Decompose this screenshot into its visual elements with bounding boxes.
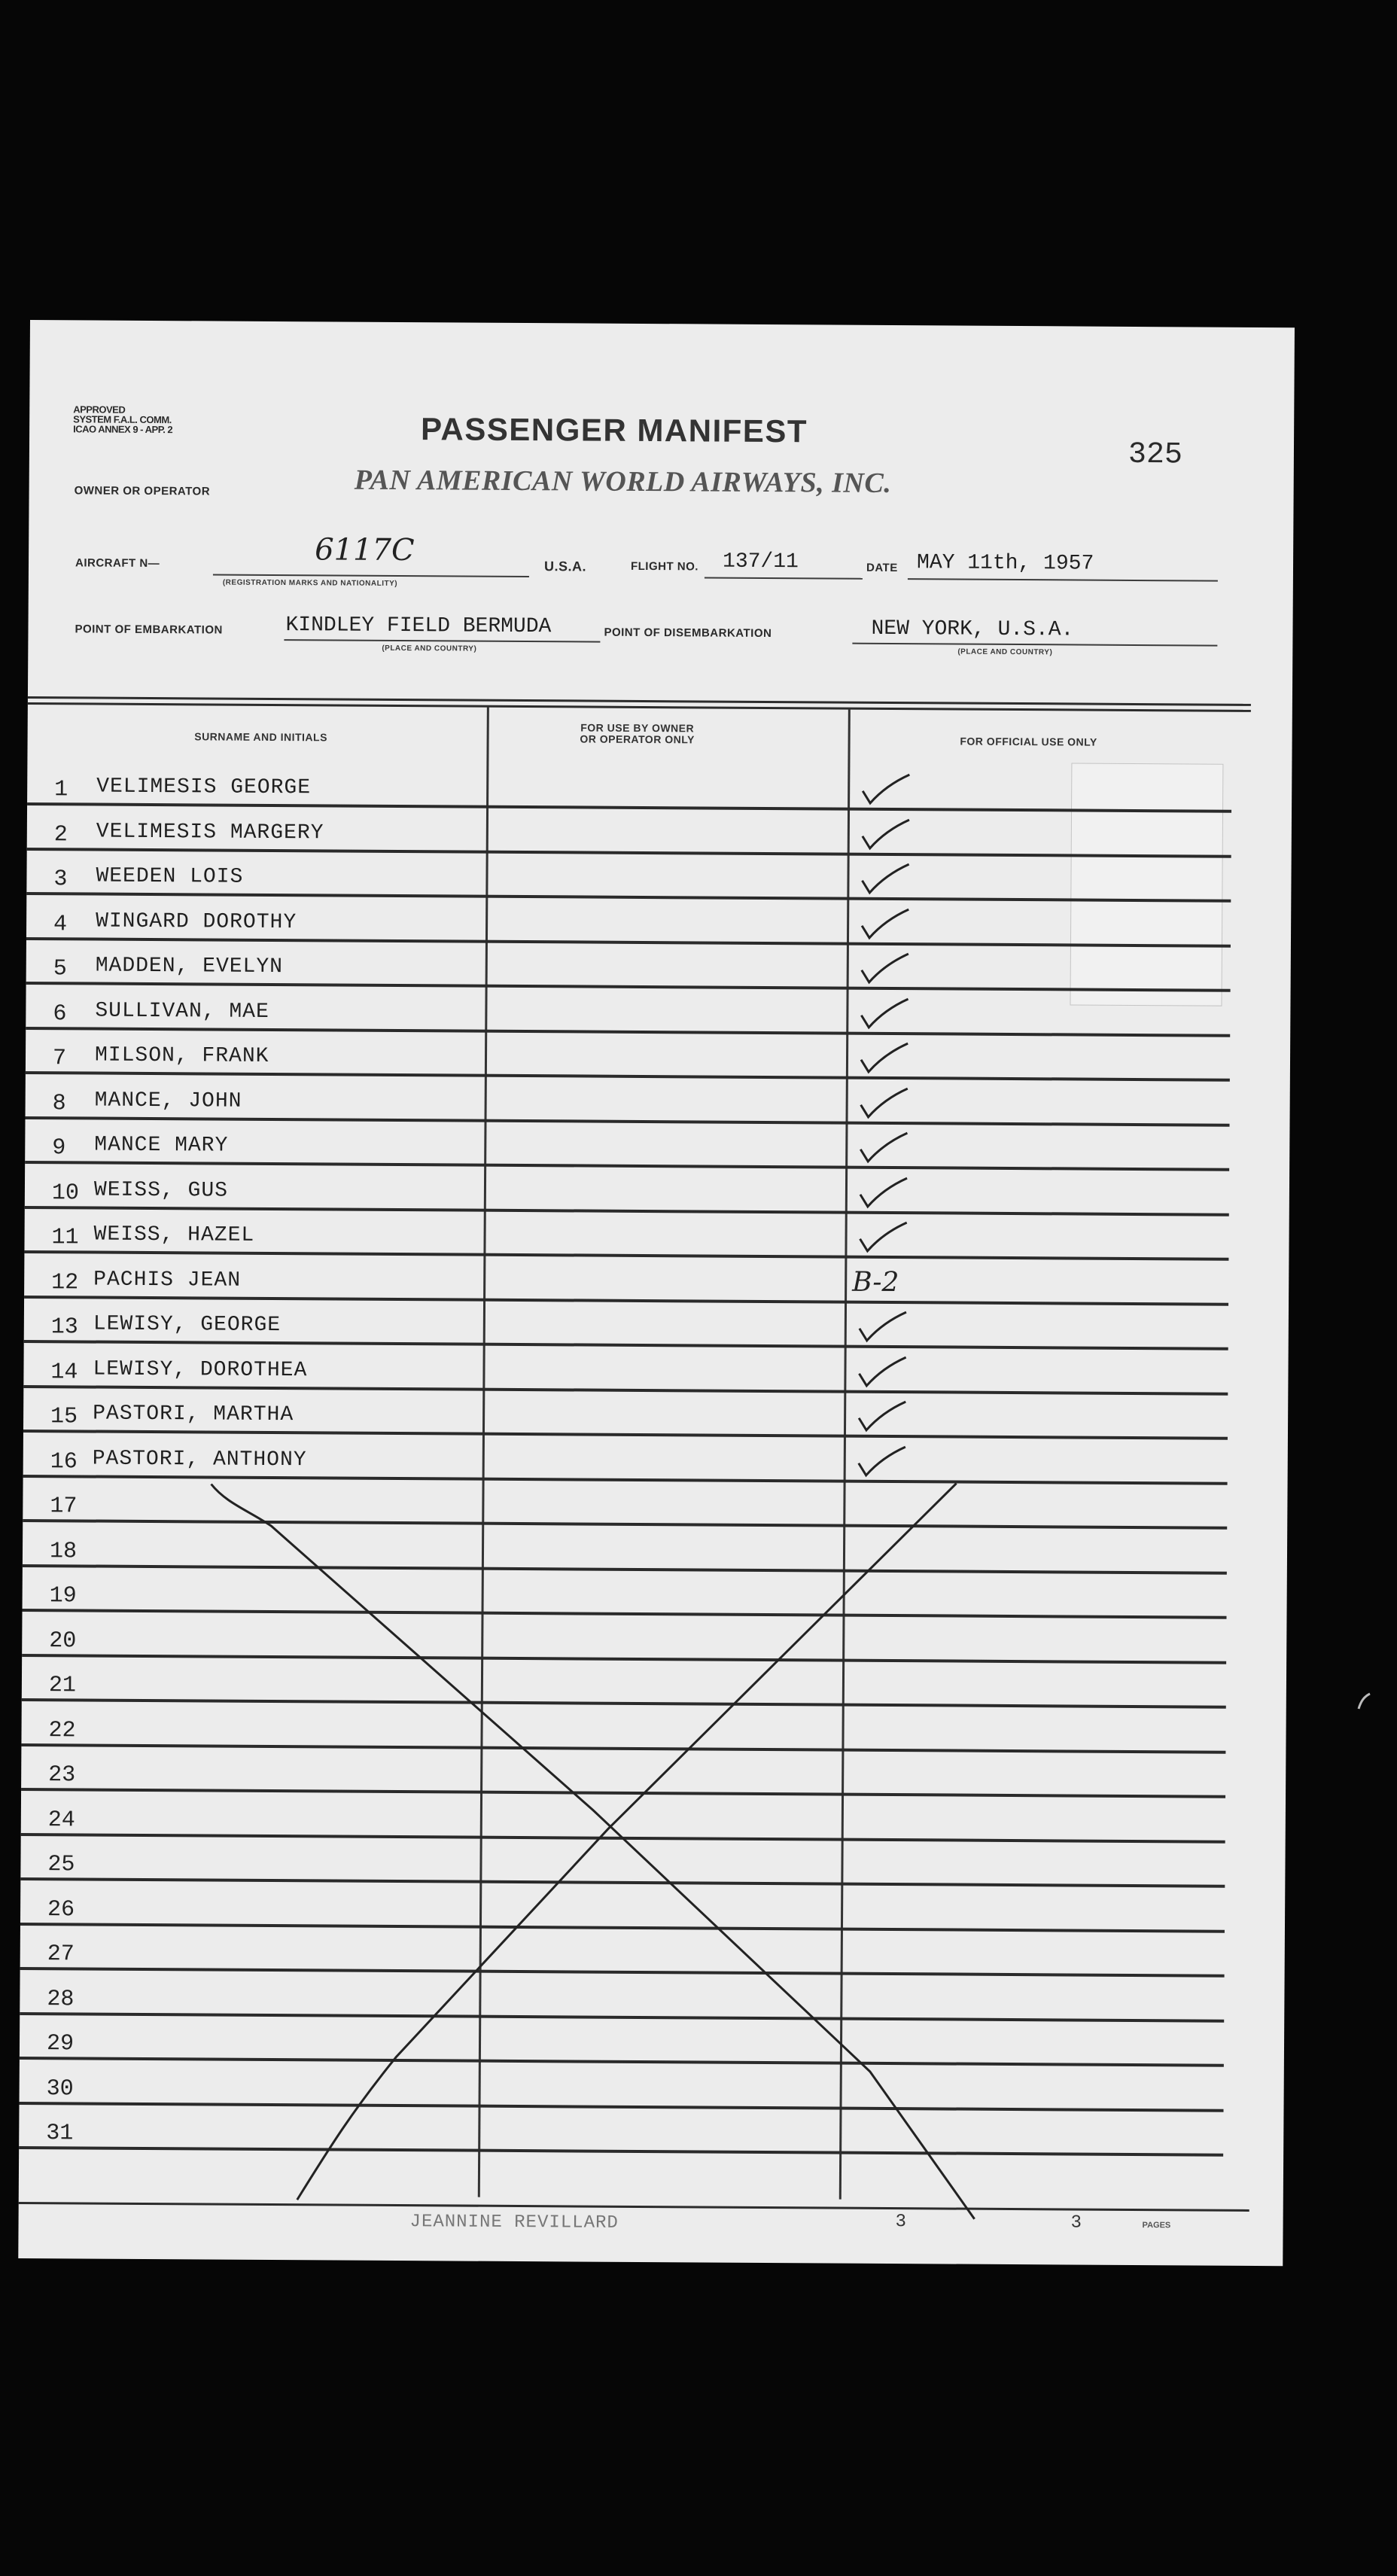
row-number: 9 bbox=[52, 1135, 66, 1162]
row-number: 1 bbox=[54, 777, 68, 803]
row-number: 21 bbox=[48, 1673, 77, 1699]
table-row bbox=[20, 2059, 1224, 2112]
place-caption: (PLACE AND COUNTRY) bbox=[957, 647, 1053, 657]
passenger-name: MILSON, FRANK bbox=[94, 1043, 269, 1068]
row-number: 10 bbox=[51, 1180, 80, 1206]
passenger-name: WEISS, GUS bbox=[93, 1178, 229, 1203]
row-number: 29 bbox=[46, 2031, 75, 2057]
table-row bbox=[27, 805, 1231, 857]
table-row bbox=[24, 1253, 1228, 1305]
check-mark-icon bbox=[852, 1085, 912, 1122]
row-number: 15 bbox=[50, 1404, 78, 1430]
form-title: PASSENGER MANIFEST bbox=[420, 411, 808, 449]
row-number: 24 bbox=[47, 1807, 75, 1833]
check-mark-icon bbox=[850, 1399, 910, 1436]
column-official-use: FOR OFFICIAL USE ONLY bbox=[960, 735, 1097, 748]
row-number: 19 bbox=[49, 1583, 77, 1609]
passenger-list bbox=[19, 760, 1251, 2213]
page-number: 325 bbox=[1128, 437, 1183, 473]
official-note: B-2 bbox=[852, 1266, 899, 1298]
check-mark-icon bbox=[850, 1353, 910, 1391]
check-mark-icon bbox=[853, 906, 913, 943]
disembarkation-place: NEW YORK, U.S.A. bbox=[871, 617, 1074, 642]
disembarkation-underline bbox=[852, 643, 1217, 647]
check-mark-icon bbox=[850, 1443, 910, 1481]
table-row bbox=[24, 1298, 1228, 1350]
table-row bbox=[27, 760, 1231, 813]
table-row bbox=[22, 1656, 1226, 1709]
pages-label: PAGES bbox=[1142, 2221, 1171, 2230]
approval-line: APPROVED bbox=[73, 403, 126, 416]
passenger-name: MANCE, JOHN bbox=[94, 1089, 242, 1113]
flight-label: FLIGHT NO. bbox=[630, 559, 699, 574]
check-mark-icon bbox=[852, 1040, 912, 1078]
row-number: 22 bbox=[48, 1717, 76, 1743]
row-number: 16 bbox=[50, 1448, 78, 1475]
table-row bbox=[26, 1029, 1230, 1082]
row-number: 6 bbox=[53, 1000, 67, 1027]
date-label: DATE bbox=[866, 561, 898, 575]
table-row bbox=[23, 1567, 1227, 1619]
row-number: 5 bbox=[53, 956, 67, 982]
table-row bbox=[23, 1387, 1228, 1440]
flight-underline bbox=[705, 577, 863, 579]
table-row bbox=[26, 850, 1231, 903]
usa-label: U.S.A. bbox=[543, 559, 587, 574]
check-mark-icon bbox=[851, 1174, 912, 1212]
row-number: 17 bbox=[50, 1494, 78, 1520]
date-underline bbox=[908, 578, 1218, 582]
row-number: 8 bbox=[52, 1090, 66, 1116]
table-row bbox=[23, 1342, 1228, 1395]
passenger-name: LEWISY, DOROTHEA bbox=[93, 1357, 308, 1382]
column-owner-use-line: OR OPERATOR ONLY bbox=[580, 732, 695, 746]
table-row bbox=[23, 1521, 1227, 1574]
passenger-name: LEWISY, GEORGE bbox=[93, 1312, 282, 1338]
table-row bbox=[21, 1701, 1225, 1753]
registration-caption: (REGISTRATION MARKS AND NATIONALITY) bbox=[222, 578, 398, 588]
passenger-name: SULLIVAN, MAE bbox=[95, 999, 269, 1024]
aircraft-number: 6117C bbox=[315, 532, 415, 568]
count-a: 3 bbox=[895, 2212, 907, 2233]
approval-note bbox=[73, 404, 172, 434]
row-number: 13 bbox=[50, 1314, 78, 1341]
column-surname: SURNAME AND INITIALS bbox=[194, 730, 328, 744]
passenger-name: VELIMESIS MARGERY bbox=[96, 820, 324, 845]
table-row bbox=[23, 1477, 1227, 1530]
table-row bbox=[25, 1119, 1229, 1171]
row-number: 30 bbox=[46, 2075, 74, 2102]
embarkation-place: KINDLEY FIELD BERMUDA bbox=[285, 614, 552, 639]
row-rule bbox=[19, 2146, 1223, 2157]
embarkation-label: POINT OF EMBARKATION bbox=[75, 623, 223, 637]
table-row bbox=[21, 1790, 1225, 1843]
table-row bbox=[20, 1969, 1224, 2022]
row-number: 3 bbox=[53, 866, 68, 893]
check-mark-icon bbox=[853, 861, 913, 899]
row-number: 20 bbox=[49, 1628, 77, 1654]
check-mark-icon bbox=[853, 951, 913, 988]
row-number: 27 bbox=[47, 1941, 75, 1968]
table-row bbox=[24, 1208, 1228, 1261]
table-row bbox=[19, 2104, 1223, 2157]
flight-date: MAY 11th, 1957 bbox=[916, 551, 1094, 576]
table-row bbox=[20, 1925, 1225, 1978]
column-owner-use bbox=[517, 722, 758, 746]
approval-line: SYSTEM F.A.L. COMM. bbox=[73, 413, 172, 426]
airline-name: PAN AMERICAN WORLD AIRWAYS, INC. bbox=[354, 464, 892, 499]
table-row bbox=[20, 1880, 1225, 1932]
passenger-name: WEISS, HAZEL bbox=[93, 1223, 255, 1247]
check-mark-icon bbox=[852, 995, 912, 1033]
owner-label: OWNER OR OPERATOR bbox=[74, 484, 211, 498]
check-mark-icon bbox=[854, 816, 914, 854]
passenger-name: PASTORI, ANTHONY bbox=[92, 1447, 307, 1472]
table-row bbox=[26, 894, 1231, 947]
aircraft-label: AIRCRAFT N— bbox=[75, 556, 160, 571]
count-b: 3 bbox=[1070, 2212, 1082, 2233]
aircraft-underline bbox=[213, 574, 529, 577]
row-number: 23 bbox=[48, 1762, 76, 1789]
row-number: 31 bbox=[46, 2121, 74, 2147]
passenger-name: PACHIS JEAN bbox=[93, 1268, 242, 1293]
table-row bbox=[22, 1611, 1226, 1664]
row-number: 12 bbox=[51, 1269, 79, 1296]
flight-number: 137/11 bbox=[722, 550, 799, 574]
passenger-name: PASTORI, MARTHA bbox=[93, 1402, 294, 1427]
table-row bbox=[26, 984, 1230, 1037]
table-row bbox=[26, 939, 1231, 992]
check-mark-icon bbox=[851, 1130, 912, 1168]
table-row bbox=[26, 1073, 1230, 1126]
passenger-name: WINGARD DOROTHY bbox=[96, 909, 297, 934]
place-caption: (PLACE AND COUNTRY) bbox=[382, 644, 477, 653]
check-mark-icon bbox=[854, 772, 914, 809]
table-row bbox=[21, 1746, 1225, 1798]
check-mark-icon bbox=[851, 1219, 911, 1257]
row-number: 7 bbox=[52, 1046, 67, 1072]
table-row bbox=[25, 1163, 1229, 1216]
row-number: 14 bbox=[50, 1359, 78, 1385]
edge-mark bbox=[1355, 1686, 1377, 1716]
passenger-name: WEEDEN LOIS bbox=[96, 864, 244, 889]
signature: JEANNINE REVILLARD bbox=[409, 2212, 619, 2233]
row-number: 2 bbox=[53, 821, 68, 848]
row-number: 28 bbox=[47, 1986, 75, 2012]
row-number: 26 bbox=[47, 1896, 75, 1923]
table-row bbox=[20, 1835, 1225, 1888]
embarkation-underline bbox=[284, 639, 600, 643]
passenger-name: MANCE MARY bbox=[94, 1133, 229, 1158]
row-number: 4 bbox=[53, 911, 68, 937]
row-number: 25 bbox=[47, 1852, 75, 1878]
passenger-name: MADDEN, EVELYN bbox=[95, 954, 284, 979]
approval-line: ICAO ANNEX 9 - APP. 2 bbox=[73, 423, 173, 436]
passenger-name: VELIMESIS GEORGE bbox=[96, 775, 312, 800]
manifest-page bbox=[18, 320, 1295, 2266]
row-number: 18 bbox=[49, 1538, 78, 1564]
row-number: 11 bbox=[51, 1225, 79, 1251]
column-owner-use-line: FOR USE BY OWNER bbox=[580, 721, 695, 735]
table-row bbox=[20, 2014, 1224, 2067]
table-row bbox=[23, 1432, 1228, 1484]
check-mark-icon bbox=[851, 1309, 911, 1347]
disembarkation-label: POINT OF DISEMBARKATION bbox=[604, 626, 772, 641]
